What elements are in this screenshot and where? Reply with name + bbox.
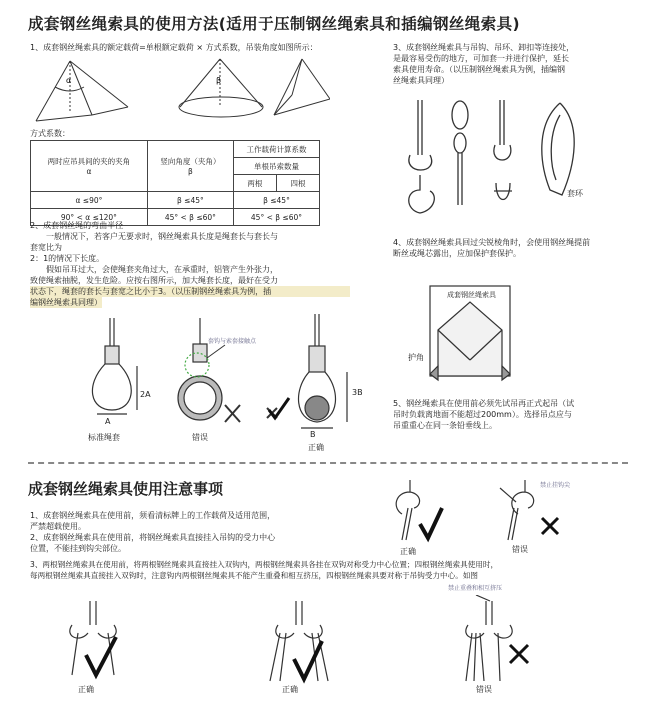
note-line: 2、成套钢丝绳索具在使用前，将钢丝绳索具直接挂入吊钩的受力中心	[30, 533, 276, 542]
label-standard: 标准绳套	[88, 433, 120, 442]
cell: 45° < β ≤60°	[233, 209, 319, 226]
page-title: 成套钢丝绳索具的使用方法(适用于压制钢丝绳索具和插编钢丝绳索具)	[28, 15, 520, 33]
sec5-line: 5、钢丝绳索具在使用前必须先试吊再正式起吊（试	[393, 399, 575, 408]
sec2-line: 编钢丝绳索具同理）	[30, 298, 102, 307]
sec4-line: 4、成套钢丝绳索具回过尖锐棱角时，会使用钢丝绳提前	[393, 238, 591, 247]
th-vertical-text: 竖向角度（夹角）	[160, 157, 221, 166]
sec4-line: 断丝或绳芯露出，应加保护套保护。	[393, 249, 521, 258]
note-line: 位置，不能挂到钩尖部位。	[30, 544, 126, 553]
sec2-text	[30, 220, 350, 308]
label-a: A	[105, 417, 111, 426]
contact-note: 套钩与索套接触点	[208, 338, 257, 345]
thimble-label: 套环	[567, 189, 583, 198]
label-right: 正确	[308, 443, 324, 452]
sec3-line: 丝绳索具同理）	[393, 76, 449, 85]
table-row	[31, 192, 320, 209]
hook-center-diagrams	[390, 478, 620, 550]
right-label-3: 正确	[282, 685, 298, 694]
th-angle	[31, 141, 148, 192]
th-beta: β	[187, 167, 193, 176]
label-b: B	[310, 430, 316, 439]
sec5-text	[393, 398, 638, 431]
guard-label: 成套钢丝绳索具	[447, 291, 496, 299]
right-label-2: 正确	[78, 685, 94, 694]
th-two: 两根	[233, 175, 276, 192]
th-count: 单根吊索数量	[233, 158, 319, 175]
cell: β ≤45°	[147, 192, 233, 209]
label-3b: 3B	[352, 388, 363, 397]
wrong-label-2: 错误	[476, 685, 492, 694]
notes-text	[30, 510, 390, 554]
note-line: 3、两根钢丝绳索具在使用前，将两根钢丝绳索具直接挂入双钩内，两根钢丝绳索具各挂在双钩对称受力中心位置；四根钢丝绳索具使用时，	[30, 560, 499, 569]
section-divider	[28, 462, 628, 464]
coef-label: 方式系数：	[30, 129, 70, 138]
cell: 45° < β ≤60°	[147, 209, 233, 226]
cell: β ≤45°	[233, 192, 319, 209]
wrong-label-1: 错误	[512, 545, 528, 554]
sec3-text	[393, 42, 633, 86]
th-alpha: α	[86, 167, 92, 176]
sec2-heading: 2、成套钢丝绳的弯曲半径	[30, 221, 124, 230]
note-line: 严禁超载使用。	[30, 522, 86, 531]
sec4-text	[393, 237, 638, 259]
beta-mark: β	[216, 76, 222, 85]
sec2-line: 状态下，绳套的套长与套宽之比小于3。（以压制钢丝绳索具为例，插	[30, 286, 350, 297]
sec2-line: 假如吊耳过大，会使绳套夹角过大，在承重时，铝管产生外张力，	[46, 265, 278, 274]
forbid-overlap-label: 禁止重叠和相互挤压	[448, 585, 503, 592]
sec2-line: 一般情况下，若客户无要求时，钢丝绳索具长度是绳套长与套长与	[46, 232, 278, 241]
hook-connection-diagrams	[400, 95, 640, 220]
right-label-1: 正确	[400, 547, 416, 556]
cell: 90° < α ≤120°	[31, 209, 148, 226]
note-line: 每两根钢丝绳索具直接挂入双钩时，注意钩内两根钢丝绳索具不能产生重叠和相互挤压，四根钢丝绳索具要对称于吊钩受力中心。如图	[30, 571, 479, 580]
corner-label: 护角	[408, 353, 424, 362]
note-line: 1、成套钢丝绳索具在使用前，须看清标牌上的工作载荷及适用范围，	[30, 511, 276, 520]
sec2-line: 套宽比为	[30, 243, 62, 252]
label-2a: 2A	[140, 390, 151, 399]
th-vertical	[147, 141, 233, 192]
th-calc: 工作载荷计算系数	[233, 141, 319, 158]
notes-title: 成套钢丝绳索具使用注意事项	[28, 480, 224, 498]
coef-table	[30, 140, 320, 226]
sec3-line: 索具使用寿命。（以压制钢丝绳索具为例，插编钢	[393, 65, 565, 74]
sec3-line: 是最容易受伤的地方，可加套一并进行保护，延长	[393, 54, 569, 63]
sec3-line: 3、成套钢丝绳索具与吊钩、吊环、卸扣等连接处，	[393, 43, 575, 52]
alpha-mark: α	[66, 76, 72, 85]
sling-angle-diagrams	[30, 55, 330, 127]
sec1-text: 1、成套钢丝绳索具的额定载荷=单根额定载荷 × 方式系数，吊装角度如图所示：	[30, 43, 318, 52]
double-hook-diagrams	[60, 595, 620, 705]
sec2-line: 致使绳索抽脱，发生危险。应按右图所示，加大绳套长度，最好在受力	[30, 276, 278, 285]
notes-text-3	[30, 559, 630, 581]
th-angle-text: 两时应吊具间的夹的夹角	[47, 157, 131, 166]
cell: α ≤90°	[31, 192, 148, 209]
forbid-tip-label: 禁止挂钩尖	[540, 482, 571, 489]
th-four: 四根	[276, 175, 319, 192]
label-wrong: 错误	[192, 433, 208, 442]
sec5-line: 吊重重心在同一条铅垂线上。	[393, 421, 497, 430]
sec2-line: 2：1的情况下长度。	[30, 254, 105, 263]
sec5-line: 吊时负载离地面不能超过200mm）。选择吊点应与	[393, 410, 572, 419]
